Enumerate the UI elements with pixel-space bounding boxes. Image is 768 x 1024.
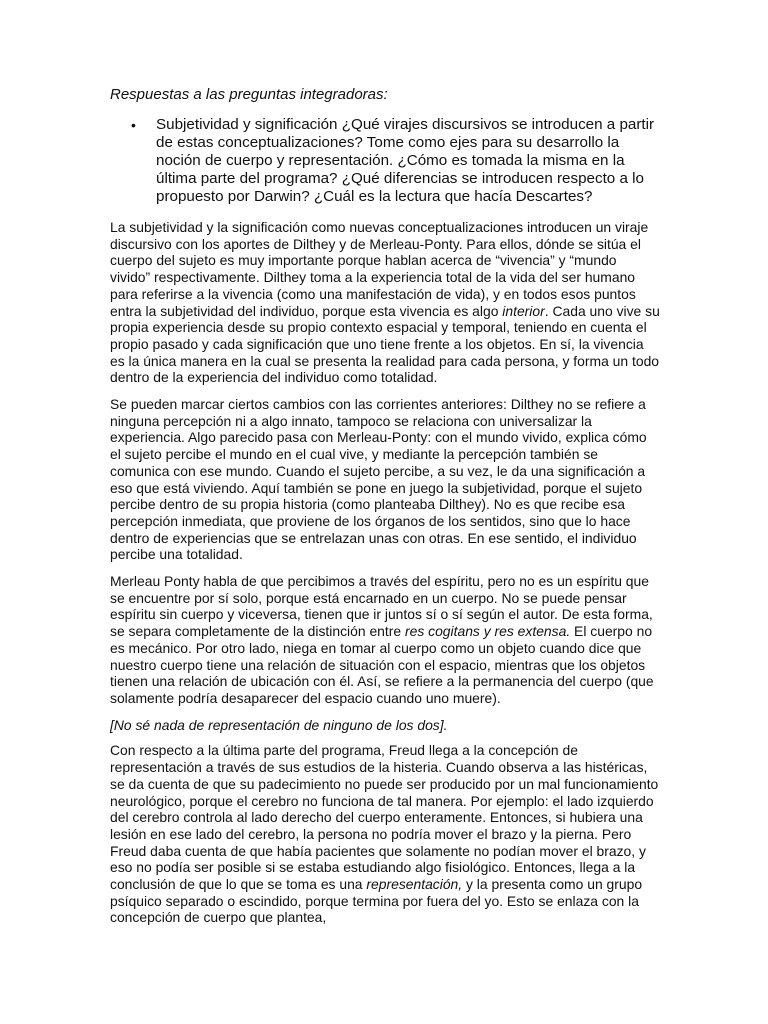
paragraph-2: Se pueden marcar ciertos cambios con las corrientes anteriores: Dilthey no se refiere a ninguna percepción ni a algo innato, tampoco se relaciona con universalizar la experiencia. Algo parecido pasa con Merleau-Ponty: con el mundo vivido, explica cómo el sujeto percibe el mundo en el cual vive, y mediante la percepción también se comunica con ese mundo. Cuando el sujeto percibe, a su vez, le da una significación a eso que está viviendo. Aquí también se pone en juego la subjetividad, porque el sujeto percibe dentro de su propia historia (como planteaba Dilthey). No es que recibe esa percepción inmediata, que proviene de los órganos de los sentidos, sino que lo hace dentro de experiencias que se entrelazan unas con otras. En ese sentido, el individuo percibe una totalidad. (110, 396, 647, 563)
paragraph-4-emphasis: [No sé nada de representación de ninguno de los dos]. (110, 716, 448, 733)
paragraph-3-text-b: El cuerpo no es mecánico. Por otro lado, niega en tomar al cuerpo como un objeto cuando dice que nuestro cuerpo tiene una relación de situación con el espacio, mientras que los objetos tienen una relación de ubicación con él. Así, se refiere a la permanencia del cuerpo (que solamente podría desaparecer del espacio cuando uno muere). (110, 623, 654, 706)
question-bullet-item (110, 116, 660, 206)
paragraph-3 (110, 573, 660, 707)
paragraph-5-emphasis: representación, (366, 876, 463, 893)
paragraph-5-text-a: Con respecto a la última parte del programa, Freud llega a la concepción de representación a través de sus estudios de la histeria. Cuando observa a las histéricas, se da cuenta de que su padecimiento no puede ser producido por un mal funcionamiento neurológico, porque el cerebro no funciona de tal manera. Por ejemplo: el lado izquierdo del cerebro controla al lado derecho del cuerpo enteramente. Entonces, si hubiera una lesión en ese lado del cerebro, la persona no podría mover el brazo y la pierna. Pero Freud daba cuenta de que había pacientes que solamente no podían mover el brazo, y eso no podía ser posible si se estaba estudiando algo fisiológico. Entonces, llega a la conclusión de que lo que se toma es una (110, 742, 659, 893)
paragraph-1-emphasis: interior (502, 302, 545, 319)
paragraph-5 (110, 742, 660, 926)
document-body (110, 86, 660, 936)
paragraph-1-text-a: La subjetividad y la significación como nuevas conceptualizaciones introducen un viraje discursivo con los aportes de Dilthey y de Merleau-Ponty. Para ellos, dónde se sitúa el cuerpo del sujeto es muy importante porque hablan acerca de “vivencia” y “mundo vivido” respectivamente. Dilthey toma a la experiencia total de la vida del ser humano para referirse a la vivencia (como una manifestación de vida), y en todos esos puntos entra la subjetividad del individuo, porque esta vivencia es algo (110, 219, 649, 319)
paragraph-3-emphasis: res cogitans y res extensa. (404, 623, 571, 640)
paragraph-4-note (110, 717, 660, 734)
paragraph-1-text-b: . Cada uno vive su propia experiencia desde su propio contexto espacial y temporal, teniendo en cuenta el propio pasado y cada significación que uno tiene frente a los objetos. En sí, la vivencia es la única manera en la cual se presenta la realidad para cada persona, y forma un todo dentro de la experiencia del individuo como totalidad. (110, 302, 660, 386)
section-heading: Respuestas a las preguntas integradoras: (110, 86, 388, 103)
paragraph-5-text-b: y la presenta como un grupo psíquico separado o escindido, porque termina por fuera del yo. Esto se enlaza con la concepción de cuerpo que plantea, (110, 876, 643, 926)
question-text: Subjetividad y significación ¿Qué virajes discursivos se introducen a partir de estas conceptualizaciones? Tome como ejes para su desarrollo la noción de cuerpo y representación. ¿Cómo es tomada la misma en la última parte del programa? ¿Qué diferencias se introducen respecto a lo propuesto por Darwin? ¿Cuál es la lectura que hacía Descartes? (156, 116, 655, 205)
paragraph-1 (110, 219, 660, 386)
paragraph-3-text-a: Merleau Ponty habla de que percibimos a través del espíritu, pero no es un espíritu que se encuentre por sí solo, porque está encarnado en un cuerpo. No se puede pensar espíritu sin cuerpo y viceversa, tienen que ir juntos sí o sí según el autor. De esta forma, se separa completamente de la distinción entre (110, 573, 653, 640)
bullet-icon: • (131, 117, 136, 133)
